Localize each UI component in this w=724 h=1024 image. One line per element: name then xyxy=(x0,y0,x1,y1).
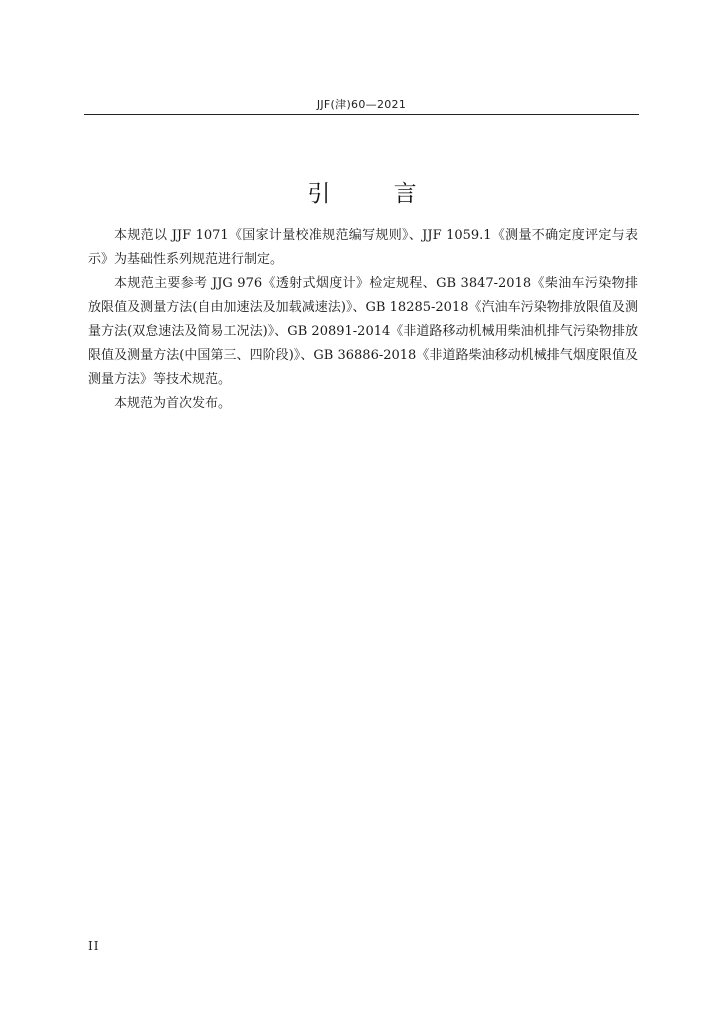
page-number: II xyxy=(88,939,100,953)
page-title: 引 言 xyxy=(307,181,445,207)
body-text xyxy=(88,224,638,416)
paragraph-basis: 本规范以 JJF 1071《国家计量校准规范编写规则》、JJF 1059.1《测量不确定度评定与表示》为基础性系列规范进行制定。 xyxy=(88,228,638,267)
document-code: JJF(津)60—2021 xyxy=(316,98,407,111)
paragraph-references: 本规范主要参考 JJG 976《透射式烟度计》检定规程、GB 3847-2018《柴油车污染物排放限值及测量方法(自由加速法及加载减速法)》、GB 18285-2018《汽油车污染物排放限值及测量方法(双怠速法及简易工况法)》、GB 20891-2014《非道路移动机械用柴油机排气污染物排放限值及测量方法(中国第三、四阶段)》、GB 36886-2018《非道路柴油移动机械排气烟度限值及测量方法》等技术规范。 xyxy=(88,276,638,387)
running-header xyxy=(84,96,639,115)
paragraph-first-release: 本规范为首次发布。 xyxy=(114,396,232,411)
